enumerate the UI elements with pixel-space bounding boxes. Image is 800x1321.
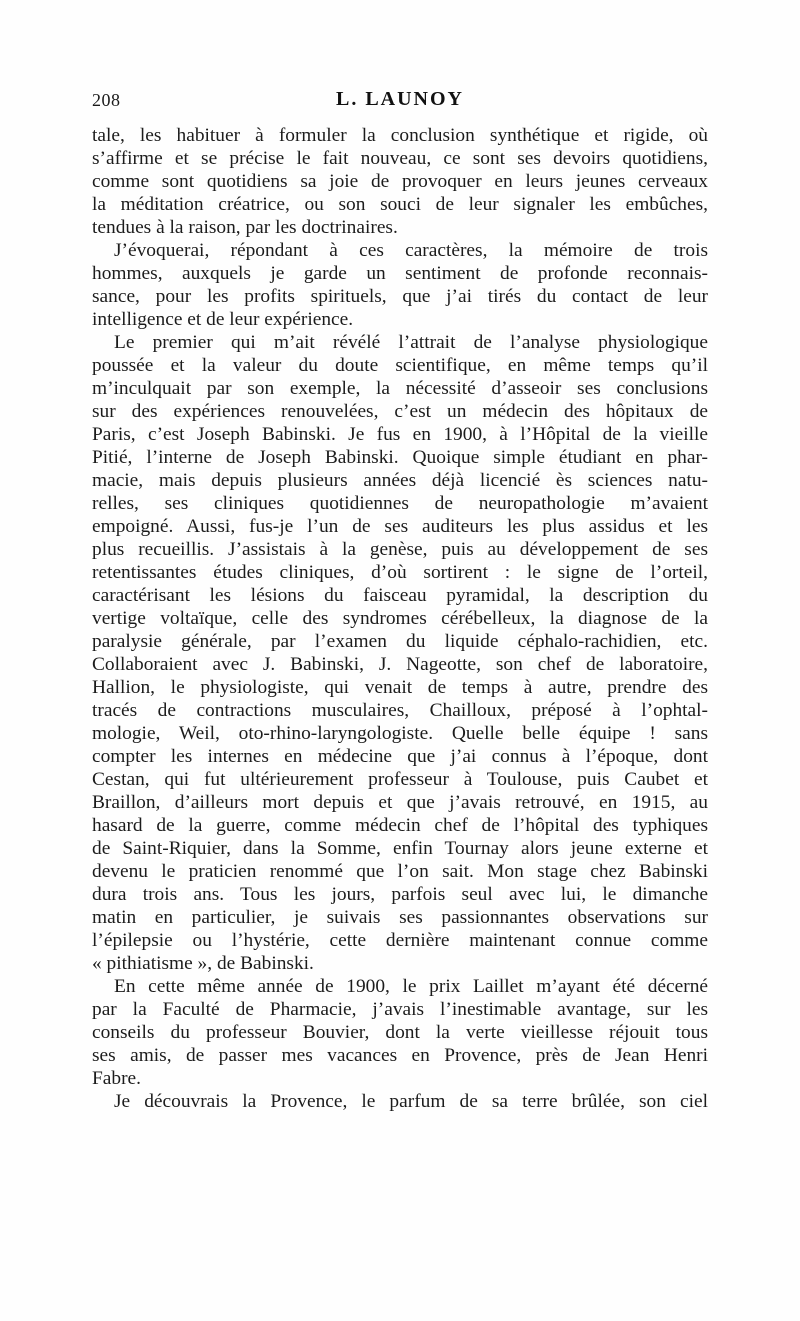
body-text xyxy=(92,124,708,1113)
text-line: J’évoquerai, répondant à ces caractères, la mémoire de trois xyxy=(114,240,708,261)
text-line: Je découvrais la Provence, le parfum de sa terre brûlée, son ciel xyxy=(114,1091,708,1112)
text-line: sance, pour les profits spirituels, que j’ai tirés du contact de leur xyxy=(92,286,708,307)
text-line: mologie, Weil, oto-rhino-laryngologiste. Quelle belle équipe ! sans xyxy=(92,723,708,744)
running-title: L. LAUNOY xyxy=(335,88,464,110)
text-line: dura trois ans. Tous les jours, parfois seul avec lui, le dimanche xyxy=(92,884,708,905)
page-number: 208 xyxy=(92,90,121,110)
text-line: intelligence et de leur expérience. xyxy=(92,309,354,330)
text-line: s’affirme et se précise le fait nouveau, ce sont ses devoirs quotidiens, xyxy=(92,148,708,169)
text-line: poussée et la valeur du doute scientifique, en même temps qu’il xyxy=(92,355,708,376)
text-line: m’inculquait par son exemple, la nécessité d’asseoir ses conclusions xyxy=(92,378,708,399)
text-line: Braillon, d’ailleurs mort depuis et que j’avais retrouvé, en 1915, au xyxy=(92,792,708,813)
text-line: En cette même année de 1900, le prix Laillet m’ayant été décerné xyxy=(114,976,708,997)
running-head xyxy=(92,90,708,114)
text-line: plus recueillis. J’assistais à la genèse, puis au développement de ses xyxy=(92,539,708,560)
text-line: la méditation créatrice, ou son souci de leur signaler les embûches, xyxy=(92,194,708,215)
text-line: Paris, c’est Joseph Babinski. Je fus en 1900, à l’Hôpital de la vieille xyxy=(92,424,708,445)
text-line: tendues à la raison, par les doctrinaires. xyxy=(92,217,398,238)
text-line: relles, ses cliniques quotidiennes de neuropathologie m’avaient xyxy=(92,493,708,514)
text-line: caractérisant les lésions du faisceau pyramidal, la description du xyxy=(92,585,708,606)
text-line: hasard de la guerre, comme médecin chef de l’hôpital des typhiques xyxy=(92,815,708,836)
text-line: ses amis, de passer mes vacances en Provence, près de Jean Henri xyxy=(92,1045,708,1066)
text-line: Cestan, qui fut ultérieurement professeur à Toulouse, puis Caubet et xyxy=(92,769,708,790)
text-line: devenu le praticien renommé que l’on sait. Mon stage chez Babinski xyxy=(92,861,708,882)
text-line: matin en particulier, je suivais ses passionnantes observations sur xyxy=(92,907,708,928)
text-line: macie, mais depuis plusieurs années déjà licencié ès sciences natu- xyxy=(92,470,708,491)
text-line: Hallion, le physiologiste, qui venait de temps à autre, prendre des xyxy=(92,677,708,698)
text-line: compter les internes en médecine que j’ai connus à l’époque, dont xyxy=(92,746,708,767)
text-line: sur des expériences renouvelées, c’est un médecin des hôpitaux de xyxy=(92,401,708,422)
text-line: « pithiatisme », de Babinski. xyxy=(92,953,314,974)
text-line: empoigné. Aussi, fus-je l’un de ses auditeurs les plus assidus et les xyxy=(92,516,708,537)
text-line: par la Faculté de Pharmacie, j’avais l’inestimable avantage, sur les xyxy=(92,999,708,1020)
text-line: tracés de contractions musculaires, Chailloux, préposé à l’ophtal- xyxy=(92,700,708,721)
text-line: hommes, auxquels je garde un sentiment de profonde reconnais- xyxy=(92,263,708,284)
text-line: vertige voltaïque, celle des syndromes cérébelleux, la diagnose de la xyxy=(92,608,708,629)
text-line: de Saint-Riquier, dans la Somme, enfin Tournay alors jeune externe et xyxy=(92,838,708,859)
text-line: Pitié, l’interne de Joseph Babinski. Quoique simple étudiant en phar- xyxy=(92,447,708,468)
text-line: comme sont quotidiens sa joie de provoquer en leurs jeunes cerveaux xyxy=(92,171,708,192)
text-line: conseils du professeur Bouvier, dont la verte vieillesse réjouit tous xyxy=(92,1022,708,1043)
text-line: Collaboraient avec J. Babinski, J. Nageotte, son chef de laboratoire, xyxy=(92,654,708,675)
text-line: l’épilepsie ou l’hystérie, cette dernière maintenant connue comme xyxy=(92,930,708,951)
text-line: retentissantes études cliniques, d’où sortirent : le signe de l’orteil, xyxy=(92,562,708,583)
text-line: Le premier qui m’ait révélé l’attrait de l’analyse physiologique xyxy=(114,332,708,353)
text-line: paralysie générale, par l’examen du liquide céphalo-rachidien, etc. xyxy=(92,631,708,652)
text-line: Fabre. xyxy=(92,1068,141,1089)
text-line: tale, les habituer à formuler la conclusion synthétique et rigide, où xyxy=(92,125,708,146)
